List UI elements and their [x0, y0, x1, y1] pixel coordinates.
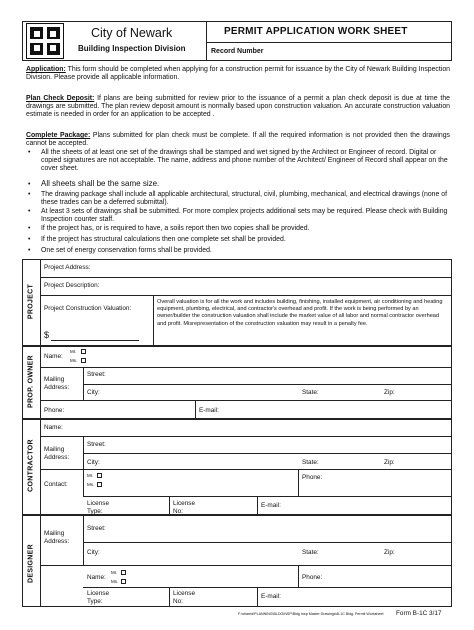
designer-state-label: State:	[302, 549, 319, 556]
owner-phone-input[interactable]	[70, 403, 190, 417]
owner-ms-checkbox[interactable]	[81, 358, 86, 363]
owner-email-input[interactable]	[225, 403, 450, 417]
designer-street-label: Street:	[87, 525, 106, 532]
designer-license-divider	[169, 587, 170, 607]
contractor-license-no-input[interactable]	[200, 498, 254, 513]
valuation-divider	[153, 295, 154, 346]
designer-license-no-input[interactable]	[200, 589, 254, 605]
owner-street-input[interactable]	[110, 369, 450, 383]
owner-street-label: Street:	[87, 371, 106, 378]
valuation-note: Overall valuation is for all the work and includes building, finishing, installed equipment, air conditioning and heating equipment, plumbing, electrical, and contractor's overhead and profit. If the work is being performed by an owner/builder the construction valuation shall include the market value of all labor and normal contractor overhead and profit. Misrepresentation of the construction valuation may result in a penalty fee.	[157, 299, 443, 327]
designer-ms-label: Ms.	[111, 579, 119, 584]
dollar-sign: $	[44, 330, 50, 340]
contractor-contact-label: Contact:	[44, 481, 68, 488]
contractor-phone-divider	[298, 469, 299, 496]
owner-phone-label: Phone:	[44, 407, 65, 414]
contractor-license-type-label: License Type:	[87, 500, 110, 515]
contractor-email-divider	[257, 496, 258, 515]
contractor-email-input[interactable]	[288, 498, 450, 513]
bullet-dot: •	[28, 247, 31, 254]
designer-row-divider	[40, 565, 452, 566]
owner-email-label: E-mail:	[199, 407, 219, 414]
owner-label-divider	[40, 346, 41, 419]
contractor-name-label: Name:	[44, 424, 63, 431]
contractor-mr-checkbox[interactable]	[97, 473, 102, 478]
designer-mailing-divider	[83, 515, 84, 565]
owner-row-divider	[40, 367, 452, 368]
contractor-license-no-label: License No:	[173, 500, 196, 515]
designer-row-divider	[83, 587, 452, 588]
contractor-city-input[interactable]	[102, 455, 292, 468]
contractor-license-type-input[interactable]	[112, 498, 166, 513]
owner-state-label: State:	[302, 389, 319, 396]
designer-street-input[interactable]	[110, 518, 450, 540]
owner-zip-input[interactable]	[400, 386, 450, 399]
contractor-ms-checkbox[interactable]	[97, 482, 102, 487]
project-description-input[interactable]	[112, 279, 450, 294]
contractor-email-label: E-mail:	[261, 502, 281, 509]
designer-name-input[interactable]	[130, 567, 296, 585]
contractor-street-input[interactable]	[110, 438, 450, 452]
city-name: City of Newark	[91, 26, 173, 40]
contractor-license-divider	[169, 496, 170, 515]
owner-mr-checkbox[interactable]	[81, 349, 86, 354]
project-address-input[interactable]	[100, 261, 450, 276]
owner-mailing-label: Mailing Address:	[44, 376, 70, 391]
project-section-label: PROJECT	[27, 283, 35, 320]
record-number-input[interactable]	[262, 44, 450, 59]
designer-zip-input[interactable]	[400, 545, 450, 562]
bullet-item: All the sheets of at least one set of the drawings shall be stamped and wet signed by the Architect or Engineer of record. Digital or copied signatures are not acceptable. The name, address and phone number of the Architect/ Engineer of Record shall appear on the cover sheet.	[41, 149, 448, 173]
header-divider	[206, 21, 207, 61]
bullet-item: The drawing package shall include all applicable architectural, structural, civil, plumbing, mechanical, and electrical drawings (none of these trades can be a deferred submittal).	[41, 191, 447, 207]
project-description-label: Project Description:	[44, 282, 100, 289]
application-paragraph: Application: This form should be completed when applying for a construction permit for issuance by the City of Newark Building Inspection Division. Please provide all applicable information.	[26, 66, 450, 82]
contractor-state-label: State:	[302, 459, 319, 466]
bullet-item: One set of energy conservation forms shall be provided.	[41, 247, 212, 254]
designer-street-divider	[83, 542, 452, 543]
bullet-item: If the project has structural calculations then one complete set shall be provided.	[41, 236, 286, 243]
package-paragraph: Complete Package: Plans submitted for plan check must be complete. If all the required information is not provided then the drawings cannot be accepted.	[26, 132, 450, 148]
owner-city-label: City:	[87, 389, 100, 396]
designer-license-type-label: License Type:	[87, 590, 110, 605]
designer-zip-label: Zip:	[384, 549, 395, 556]
owner-zip-label: Zip:	[384, 389, 395, 396]
designer-name-label: Name:	[87, 574, 106, 581]
contractor-contact-divider	[83, 469, 84, 496]
contractor-mr-label: Mr.	[87, 473, 94, 478]
page-title: PERMIT APPLICATION WORK SHEET	[224, 26, 408, 37]
designer-email-input[interactable]	[288, 589, 450, 605]
contractor-zip-input[interactable]	[400, 455, 450, 468]
designer-phone-divider	[298, 565, 299, 587]
designer-mr-label: Mr.	[111, 570, 118, 575]
contractor-phone-label: Phone:	[302, 474, 323, 481]
bullet-dot: •	[28, 181, 31, 188]
designer-city-input[interactable]	[102, 545, 292, 562]
contractor-name-input[interactable]	[70, 421, 450, 435]
header-title-divider	[206, 42, 452, 43]
bullet-dot: •	[28, 208, 31, 215]
valuation-input[interactable]	[51, 328, 139, 340]
contractor-row-divider	[40, 469, 452, 470]
owner-street-divider	[83, 384, 452, 385]
valuation-label: Project Construction Valuation:	[44, 305, 132, 312]
designer-state-input[interactable]	[325, 545, 380, 562]
designer-section-label: DESIGNER	[27, 544, 35, 583]
division-name: Building Inspection Division	[78, 44, 186, 53]
contractor-label-divider	[40, 419, 41, 515]
designer-city-label: City:	[87, 549, 100, 556]
contractor-section-label: CONTRACTOR	[27, 439, 35, 492]
designer-phone-input[interactable]	[327, 567, 450, 585]
bullet-dot: •	[28, 149, 31, 156]
bullet-dot: •	[28, 236, 31, 243]
deposit-paragraph: Plan Check Deposit: If plans are being submitted for review prior to the issuance of a permit a plan check deposit is due at time the drawings are submitted. The plan review deposit amount is normally based upon construction valuation. An accurate construction valuation estimate is needed in order for an application to be accepted .	[26, 95, 450, 119]
contractor-contact-input[interactable]	[106, 471, 296, 494]
contractor-zip-label: Zip:	[384, 459, 395, 466]
bullet-item: At least 3 sets of drawings shall be submitted. For more complex projects additional sets may be required. Please check with Building Inspection counter staff.	[41, 208, 448, 224]
owner-phone-divider	[195, 400, 196, 419]
owner-name-input[interactable]	[90, 348, 450, 365]
designer-email-label: E-mail:	[261, 593, 281, 600]
contractor-city-label: City:	[87, 459, 100, 466]
contractor-mailing-label: Mailing Address:	[44, 446, 70, 461]
owner-row-divider	[40, 400, 452, 401]
designer-license-type-input[interactable]	[112, 589, 166, 605]
footer-file-path: F:\shared\PLANNING\BLDGINSP\Bldg Insp Master Drawings\B-1C Bldg. Permit Worksheet	[238, 612, 384, 616]
contractor-street-label: Street:	[87, 441, 106, 448]
footer-form-id: Form B-1C 3/17	[396, 610, 442, 617]
contractor-row-divider	[40, 436, 452, 437]
project-label-divider	[40, 259, 41, 346]
designer-mr-checkbox[interactable]	[121, 570, 126, 575]
contractor-row-divider	[83, 496, 452, 497]
project-address-label: Project Address:	[44, 264, 91, 271]
valuation-underline	[51, 340, 139, 341]
contractor-street-divider	[83, 453, 452, 454]
owner-ms-label: Ms.	[70, 358, 78, 363]
bullet-dot: •	[28, 191, 31, 198]
owner-state-input[interactable]	[325, 386, 380, 399]
designer-mailing-label: Mailing Address:	[44, 530, 70, 545]
designer-email-divider	[257, 587, 258, 607]
bullet-item: All sheets shall be the same size.	[41, 179, 160, 188]
city-seal-logo-icon	[26, 23, 64, 59]
owner-city-input[interactable]	[102, 386, 292, 399]
record-number-label: Record Number	[211, 48, 264, 55]
designer-license-no-label: License No:	[173, 590, 196, 605]
bullet-dot: •	[28, 225, 31, 232]
owner-mr-label: Mr.	[70, 349, 77, 354]
owner-section-label: PROP. OWNER	[27, 355, 35, 408]
designer-phone-label: Phone:	[302, 574, 323, 581]
project-row-divider	[40, 295, 452, 296]
project-row-divider	[40, 277, 452, 278]
owner-name-label: Name:	[44, 353, 63, 360]
contractor-state-input[interactable]	[325, 455, 380, 468]
designer-label-divider	[40, 515, 41, 607]
contractor-phone-input[interactable]	[302, 482, 450, 494]
designer-ms-checkbox[interactable]	[121, 579, 126, 584]
bullet-item: If the project has, or is required to have, a soils report then two copies shall be provided.	[41, 225, 310, 232]
contractor-ms-label: Ms.	[87, 482, 95, 487]
